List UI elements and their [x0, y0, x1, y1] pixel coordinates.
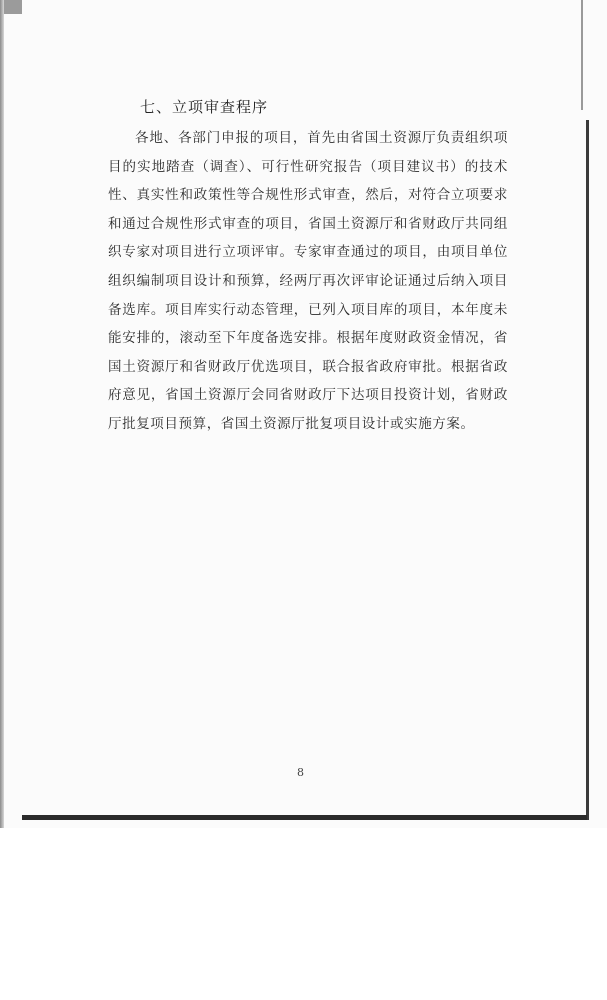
- section-heading: 七、立项审查程序: [140, 98, 269, 116]
- body-paragraph: 各地、各部门申报的项目，首先由省国土资源厅负责组织项目的实地踏查（调查）、可行性研究报告（项目建议书）的技术性、真实性和政策性等合规性形式审查，然后，对符合立项要求和通过合规性形式审查的项目，省国土资源厅和省财政厅共同组织专家对项目进行立项评审。专家审查通过的项目，由项目单位组织编制项目设计和预算，经两厅再次评审论证通过后纳入项目备选库。项目库实行动态管理，已列入项目库的项目，本年度未能安排的，滚动至下年度备选安排。根据年度财政资金情况，省国土资源厅和省财政厅优选项目，联合报省政府审批。根据省政府意见，省国土资源厅会同省财政厅下达项目投资计划，省财政厅批复项目预算，省国土资源厅批复项目设计或实施方案。: [108, 130, 508, 432]
- scan-right-edge-top: [581, 0, 583, 110]
- scan-left-edge: [0, 0, 4, 828]
- scan-bottom-edge: [22, 815, 587, 820]
- page-number: 8: [297, 766, 304, 779]
- scan-right-edge: [586, 120, 589, 820]
